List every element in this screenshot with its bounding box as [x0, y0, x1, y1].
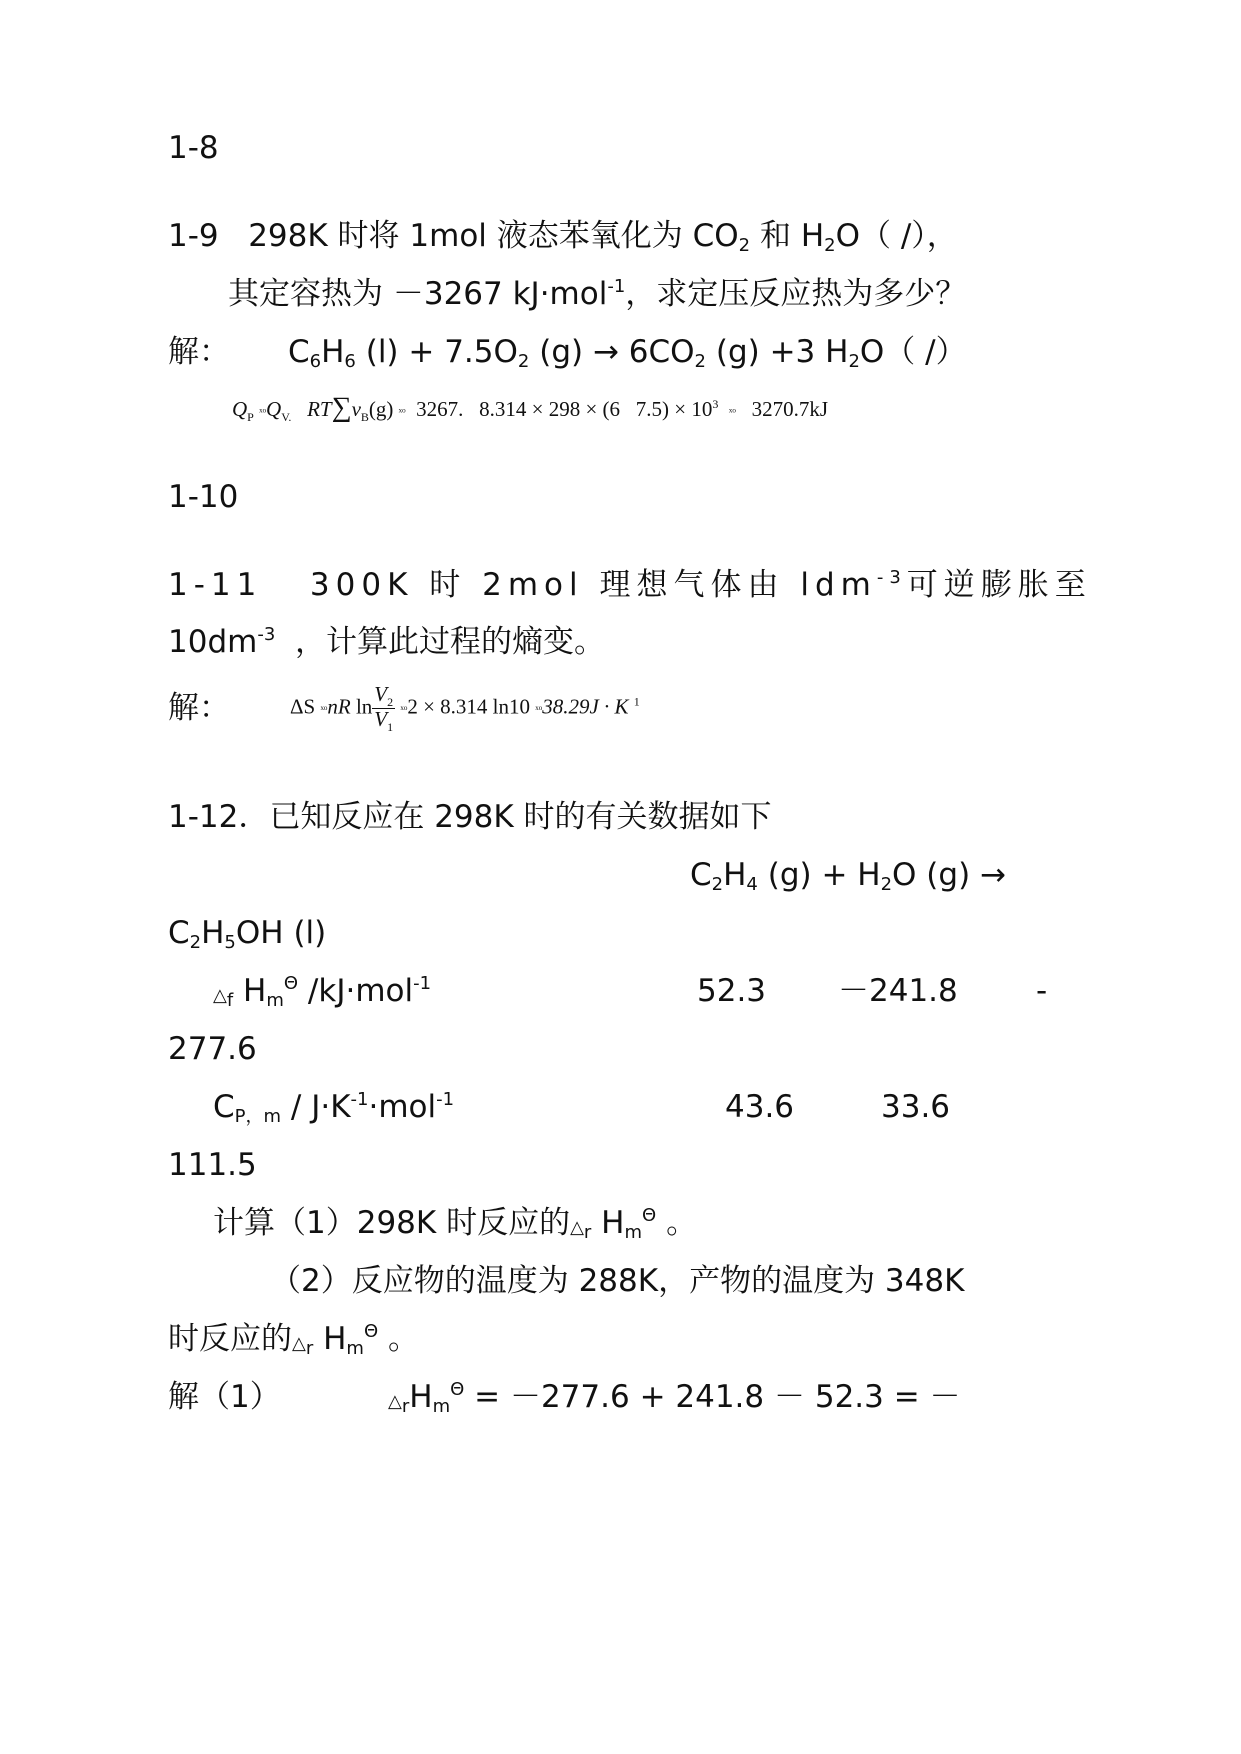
problem-1-8-label: 1-8	[168, 130, 219, 166]
fraction	[372, 684, 395, 733]
problem-1-10-label: 1-10	[168, 479, 239, 515]
solution-1-11-formula	[290, 684, 640, 733]
subscript: 2	[517, 351, 530, 372]
calc-text: 计算（1）298K 时反应的	[213, 1205, 571, 1241]
calc-part-2: （2）反应物的温度为 288K，产物的温度为 348K	[270, 1263, 965, 1299]
superscript: 3	[712, 397, 719, 411]
problem-1-11-line2	[168, 624, 605, 660]
formula-part: ΔS	[290, 694, 316, 719]
solution-1-9-label: 解：	[168, 334, 230, 370]
subscript: 2	[824, 235, 836, 256]
solution-1-12-label: 解（1）	[168, 1379, 281, 1415]
eq-part: C	[213, 1089, 235, 1125]
formula-part: ln	[355, 694, 373, 719]
superscript: -1	[436, 1089, 455, 1110]
eq-part: O (g) →	[892, 857, 1006, 893]
eq-part: H	[313, 1321, 347, 1357]
subscript: 2	[711, 874, 724, 895]
subscript: m	[624, 1222, 643, 1243]
eq-part: (g) → 6CO	[529, 334, 695, 370]
table-row-label-hf	[213, 973, 432, 1011]
formula-part: 7.5) × 10	[635, 397, 713, 421]
formula-part: (g)	[368, 397, 394, 421]
superscript: -3	[876, 567, 907, 588]
eq-part: (g) + H	[757, 857, 881, 893]
problem-1-9-line1	[168, 218, 958, 256]
eq-part: O（ /）	[859, 334, 967, 370]
calc-text: 。	[378, 1321, 419, 1357]
eq-part: (g) +3 H	[706, 334, 849, 370]
superscript: Θ	[450, 1379, 465, 1400]
superscript: -1	[350, 1089, 369, 1110]
formula-part: ν	[351, 397, 361, 421]
formula-glyph: ˣᵒ	[535, 702, 543, 717]
superscript: Θ	[283, 973, 299, 994]
problem-1-12-product	[168, 915, 327, 953]
subscript: B	[360, 410, 369, 425]
calc-part-2-cont	[168, 1321, 419, 1359]
problem-1-9-text: 和 H	[750, 218, 825, 254]
eq-part: C	[288, 334, 310, 370]
problem-1-12-reaction	[690, 857, 1006, 895]
superscript: Θ	[642, 1205, 657, 1226]
subscript: r	[401, 1396, 410, 1417]
table-row-label-cp	[213, 1089, 455, 1127]
table-cell-hf-h2o: －241.8	[838, 973, 958, 1009]
solution-1-11-label: 解：	[168, 690, 230, 726]
problem-1-11-text: 可逆膨胀至	[906, 567, 1092, 603]
eq-part: /kJ·mol	[298, 973, 414, 1009]
problem-1-12-title: 1-12．已知反应在 298K 时的有关数据如下	[168, 799, 772, 835]
calc-text: 时反应的	[168, 1321, 292, 1357]
formula-part: 3267.	[416, 397, 464, 421]
problem-1-11-line1	[168, 567, 1092, 603]
subscript: 4	[746, 874, 758, 895]
formula-part: Q	[232, 397, 248, 421]
subscript: V.	[281, 410, 292, 425]
solution-1-12-expression	[388, 1379, 961, 1417]
formula-part: V	[374, 682, 388, 706]
table-cell-hf-c2h5oh-sign: -	[1036, 973, 1048, 1009]
formula-result: 38.29J · K	[542, 694, 629, 719]
subscript: 2	[189, 932, 202, 953]
subscript: 2	[694, 351, 706, 372]
calc-part-1	[213, 1205, 698, 1243]
formula-part: RT	[307, 397, 332, 421]
subscript: 2	[880, 874, 893, 895]
formula-glyph: ˣᵒ	[259, 405, 267, 419]
eq-part: (l) + 7.5O	[355, 334, 518, 370]
table-cell-cp-c2h4: 43.6	[725, 1089, 795, 1125]
subscript: P，m	[234, 1106, 282, 1127]
superscript: -1	[413, 973, 432, 994]
subscript: 5	[224, 932, 236, 953]
formula-part: V	[374, 707, 388, 732]
eq-part: H	[591, 1205, 625, 1241]
calc-text: 。	[656, 1205, 698, 1241]
eq-part: H	[409, 1379, 433, 1415]
formula-part: 2 × 8.314 ln10	[407, 694, 530, 719]
subscript: f	[226, 990, 234, 1011]
formula-part: nR	[327, 694, 351, 719]
eq-part: OH (l)	[235, 915, 327, 951]
problem-1-9-text: 其定容热为 －3267 kJ·mol	[228, 276, 608, 312]
problem-1-9-label: 1-9	[168, 218, 219, 254]
eq-part: = －277.6 + 241.8 － 52.3 = －	[464, 1379, 961, 1415]
problem-1-9-text: ，求定压反应热为多少？	[625, 276, 967, 312]
table-cell-cp-c2h5oh: 111.5	[168, 1147, 257, 1183]
formula-part: Q	[266, 397, 282, 421]
table-cell-hf-c2h5oh: 277.6	[168, 1031, 257, 1067]
subscript: 2	[848, 351, 860, 372]
eq-part: C	[690, 857, 712, 893]
solution-1-9-equation	[288, 334, 967, 372]
subscript: 6	[344, 351, 356, 372]
superscript: -1	[607, 276, 626, 297]
eq-part: / J·K	[281, 1089, 351, 1125]
subscript: r	[583, 1222, 592, 1243]
problem-1-9-line2	[228, 276, 967, 312]
formula-result: 3270.7kJ	[751, 397, 829, 421]
problem-1-9-text: 298K 时将 1mol 液态苯氧化为 CO	[248, 218, 739, 254]
eq-part: H	[201, 915, 225, 951]
subscript: 1	[387, 720, 394, 735]
formula-glyph: ˣᵒ	[400, 702, 408, 717]
delta-symbol: △	[213, 985, 227, 1006]
subscript: 2	[738, 235, 751, 256]
eq-part: H	[723, 857, 747, 893]
delta-symbol: △	[388, 1391, 402, 1412]
eq-part: H	[321, 334, 345, 370]
solution-1-9-formula	[232, 394, 828, 423]
problem-1-11-text: ，计算此过程的熵变。	[295, 624, 605, 660]
superscript: Θ	[363, 1321, 379, 1342]
subscript: m	[346, 1338, 364, 1359]
sum-symbol: ∑	[331, 392, 352, 423]
problem-1-9-text: O（ /），	[835, 218, 958, 254]
subscript: m	[266, 990, 284, 1011]
problem-1-11-text: 300K 时 2mol 理想气体由 ldm	[309, 567, 877, 603]
table-cell-hf-c2h4: 52.3	[697, 973, 767, 1009]
subscript: P	[247, 410, 254, 425]
eq-part: H	[233, 973, 267, 1009]
delta-symbol: △	[570, 1217, 584, 1238]
problem-1-11-text: 10dm	[168, 624, 258, 660]
formula-glyph: ˣᵒ	[398, 405, 406, 419]
subscript: m	[432, 1396, 451, 1417]
delta-symbol: △	[292, 1333, 306, 1354]
formula-glyph: ˣᵒ	[728, 405, 736, 419]
superscript: 1	[633, 694, 640, 709]
table-cell-cp-h2o: 33.6	[881, 1089, 951, 1125]
subscript: 2	[387, 695, 394, 710]
formula-part: 8.314 × 298 × (6	[479, 397, 621, 421]
superscript: -3	[257, 624, 276, 645]
problem-1-11-label: 1-11	[168, 567, 263, 603]
formula-glyph: ˣᵒ	[320, 702, 328, 717]
eq-part: ·mol	[368, 1089, 437, 1125]
subscript: 6	[309, 351, 322, 372]
eq-part: C	[168, 915, 190, 951]
subscript: r	[305, 1338, 314, 1359]
